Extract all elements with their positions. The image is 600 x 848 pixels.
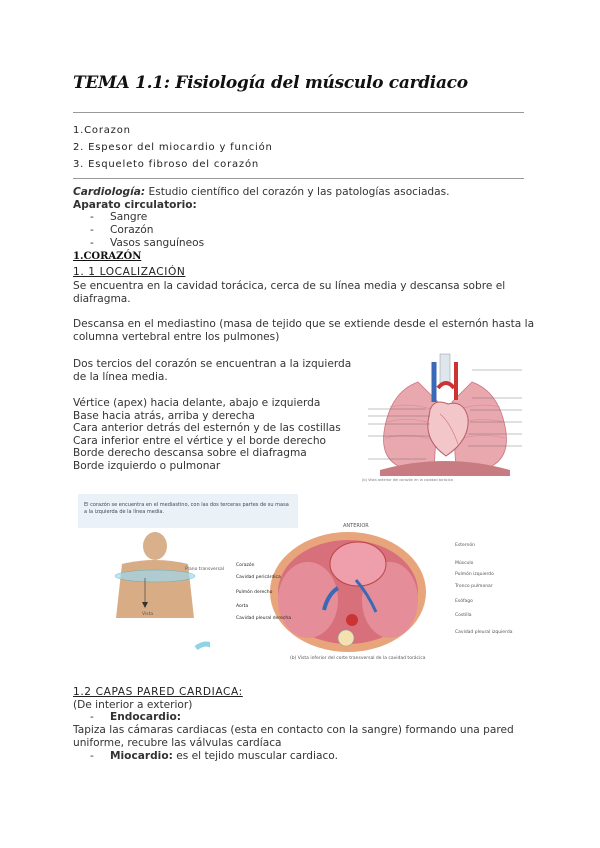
- paragraph-line: Cara inferior entre el vértice y el borde derecho: [73, 435, 327, 447]
- divider: [73, 112, 524, 113]
- paragraph-line: Se encuentra en la cavidad torácica, cerca de su línea media y descansa sobre el: [73, 280, 506, 292]
- list-item: - Vasos sanguíneos: [90, 237, 205, 249]
- paragraph-line: Descansa en el mediastino (masa de tejido que se extiende desde el esternón hasta la: [73, 318, 535, 330]
- figure-label: Costilla: [455, 613, 472, 618]
- paragraph-line: Dos tercios del corazón se encuentran a la izquierda: [73, 358, 352, 370]
- figure-label: Corazón: [236, 563, 255, 568]
- list-item: - Sangre: [90, 211, 148, 223]
- paragraph-line: Base hacia atrás, arriba y derecha: [73, 410, 255, 422]
- paragraph-line: Vértice (apex) hacia delante, abajo e izquierda: [73, 397, 321, 409]
- torso-illustration: [100, 528, 210, 668]
- list-item: - Corazón: [90, 224, 154, 236]
- subsection-heading: 1. 1 LOCALIZACIÓN: [73, 266, 186, 278]
- paragraph-line: Borde derecho descansa sobre el diafragma: [73, 447, 307, 459]
- paragraph-line: columna vertebral entre los pulmones): [73, 331, 280, 343]
- view-label: Vista: [142, 612, 154, 617]
- figure-label: Cavidad pleural izquierda: [455, 630, 513, 635]
- definition-term: Cardiología:: [73, 186, 146, 198]
- figure-label: Esófago: [455, 599, 473, 604]
- figure-label: Pulmón derecho: [236, 590, 273, 595]
- figure-label: Aorta: [236, 604, 249, 609]
- aparato-label: Aparato circulatorio:: [73, 199, 197, 211]
- toc-item: 2. Espesor del miocardio y función: [73, 142, 273, 153]
- figure-note: El corazón se encuentra en el mediastino, con las dos terceras partes de su masa a la izquierda de la línea media.: [84, 502, 289, 515]
- paragraph-line: diafragma.: [73, 293, 131, 305]
- figure-label: Tronco pulmonar: [455, 584, 493, 589]
- figure-label: Esternón: [455, 543, 475, 548]
- figure-label: Músculo: [455, 561, 474, 566]
- figure-caption: (b) Vista inferior del corte transversal de la cavidad torácica: [290, 656, 426, 661]
- list-item: - Endocardio:: [90, 711, 182, 723]
- paragraph-line: Tapiza las cámaras cardiacas (esta en contacto con la sangre) formando una pared: [73, 724, 514, 736]
- list-item: - Miocardio: es el tejido muscular cardiaco.: [90, 750, 338, 762]
- paragraph-line: de la línea media.: [73, 371, 168, 383]
- paragraph-line: uniforme, recubre las válvulas cardíaca: [73, 737, 282, 749]
- plane-label: Plano transversal: [185, 567, 224, 572]
- definition-text: Estudio científico del corazón y las patologías asociadas.: [148, 186, 450, 198]
- toc-item: 1.Corazon: [73, 125, 131, 136]
- figure-label: Pulmón izquierdo: [455, 572, 494, 577]
- toc-item: 3. Esqueleto fibroso del corazón: [73, 159, 260, 170]
- svg-text:(b) Vista anterior del corazón: (b) Vista anterior del corazón en la cavidad torácica: [362, 478, 453, 482]
- anterior-label: ANTERIOR: [343, 523, 369, 529]
- paragraph-line: (De interior a exterior): [73, 699, 193, 711]
- figure-label: Cavidad pleural derecha: [236, 616, 291, 621]
- paragraph-line: Borde izquierdo o pulmonar: [73, 460, 221, 472]
- paragraph-line: Cara anterior detrás del esternón y de las costillas: [73, 422, 341, 434]
- divider: [73, 178, 524, 179]
- section-heading: 1.CORAZÓN: [73, 251, 142, 262]
- figure-label: Cavidad pericárdica: [236, 575, 281, 580]
- subsection-heading: 1.2 CAPAS PARED CARDIACA:: [73, 686, 243, 698]
- definition: [73, 186, 450, 199]
- figure-note-box: [78, 494, 298, 528]
- transverse-section-illustration: [268, 528, 428, 656]
- page-title: TEMA 1.1: Fisiología del músculo cardiaco: [73, 73, 468, 93]
- thorax-illustration: [360, 352, 530, 484]
